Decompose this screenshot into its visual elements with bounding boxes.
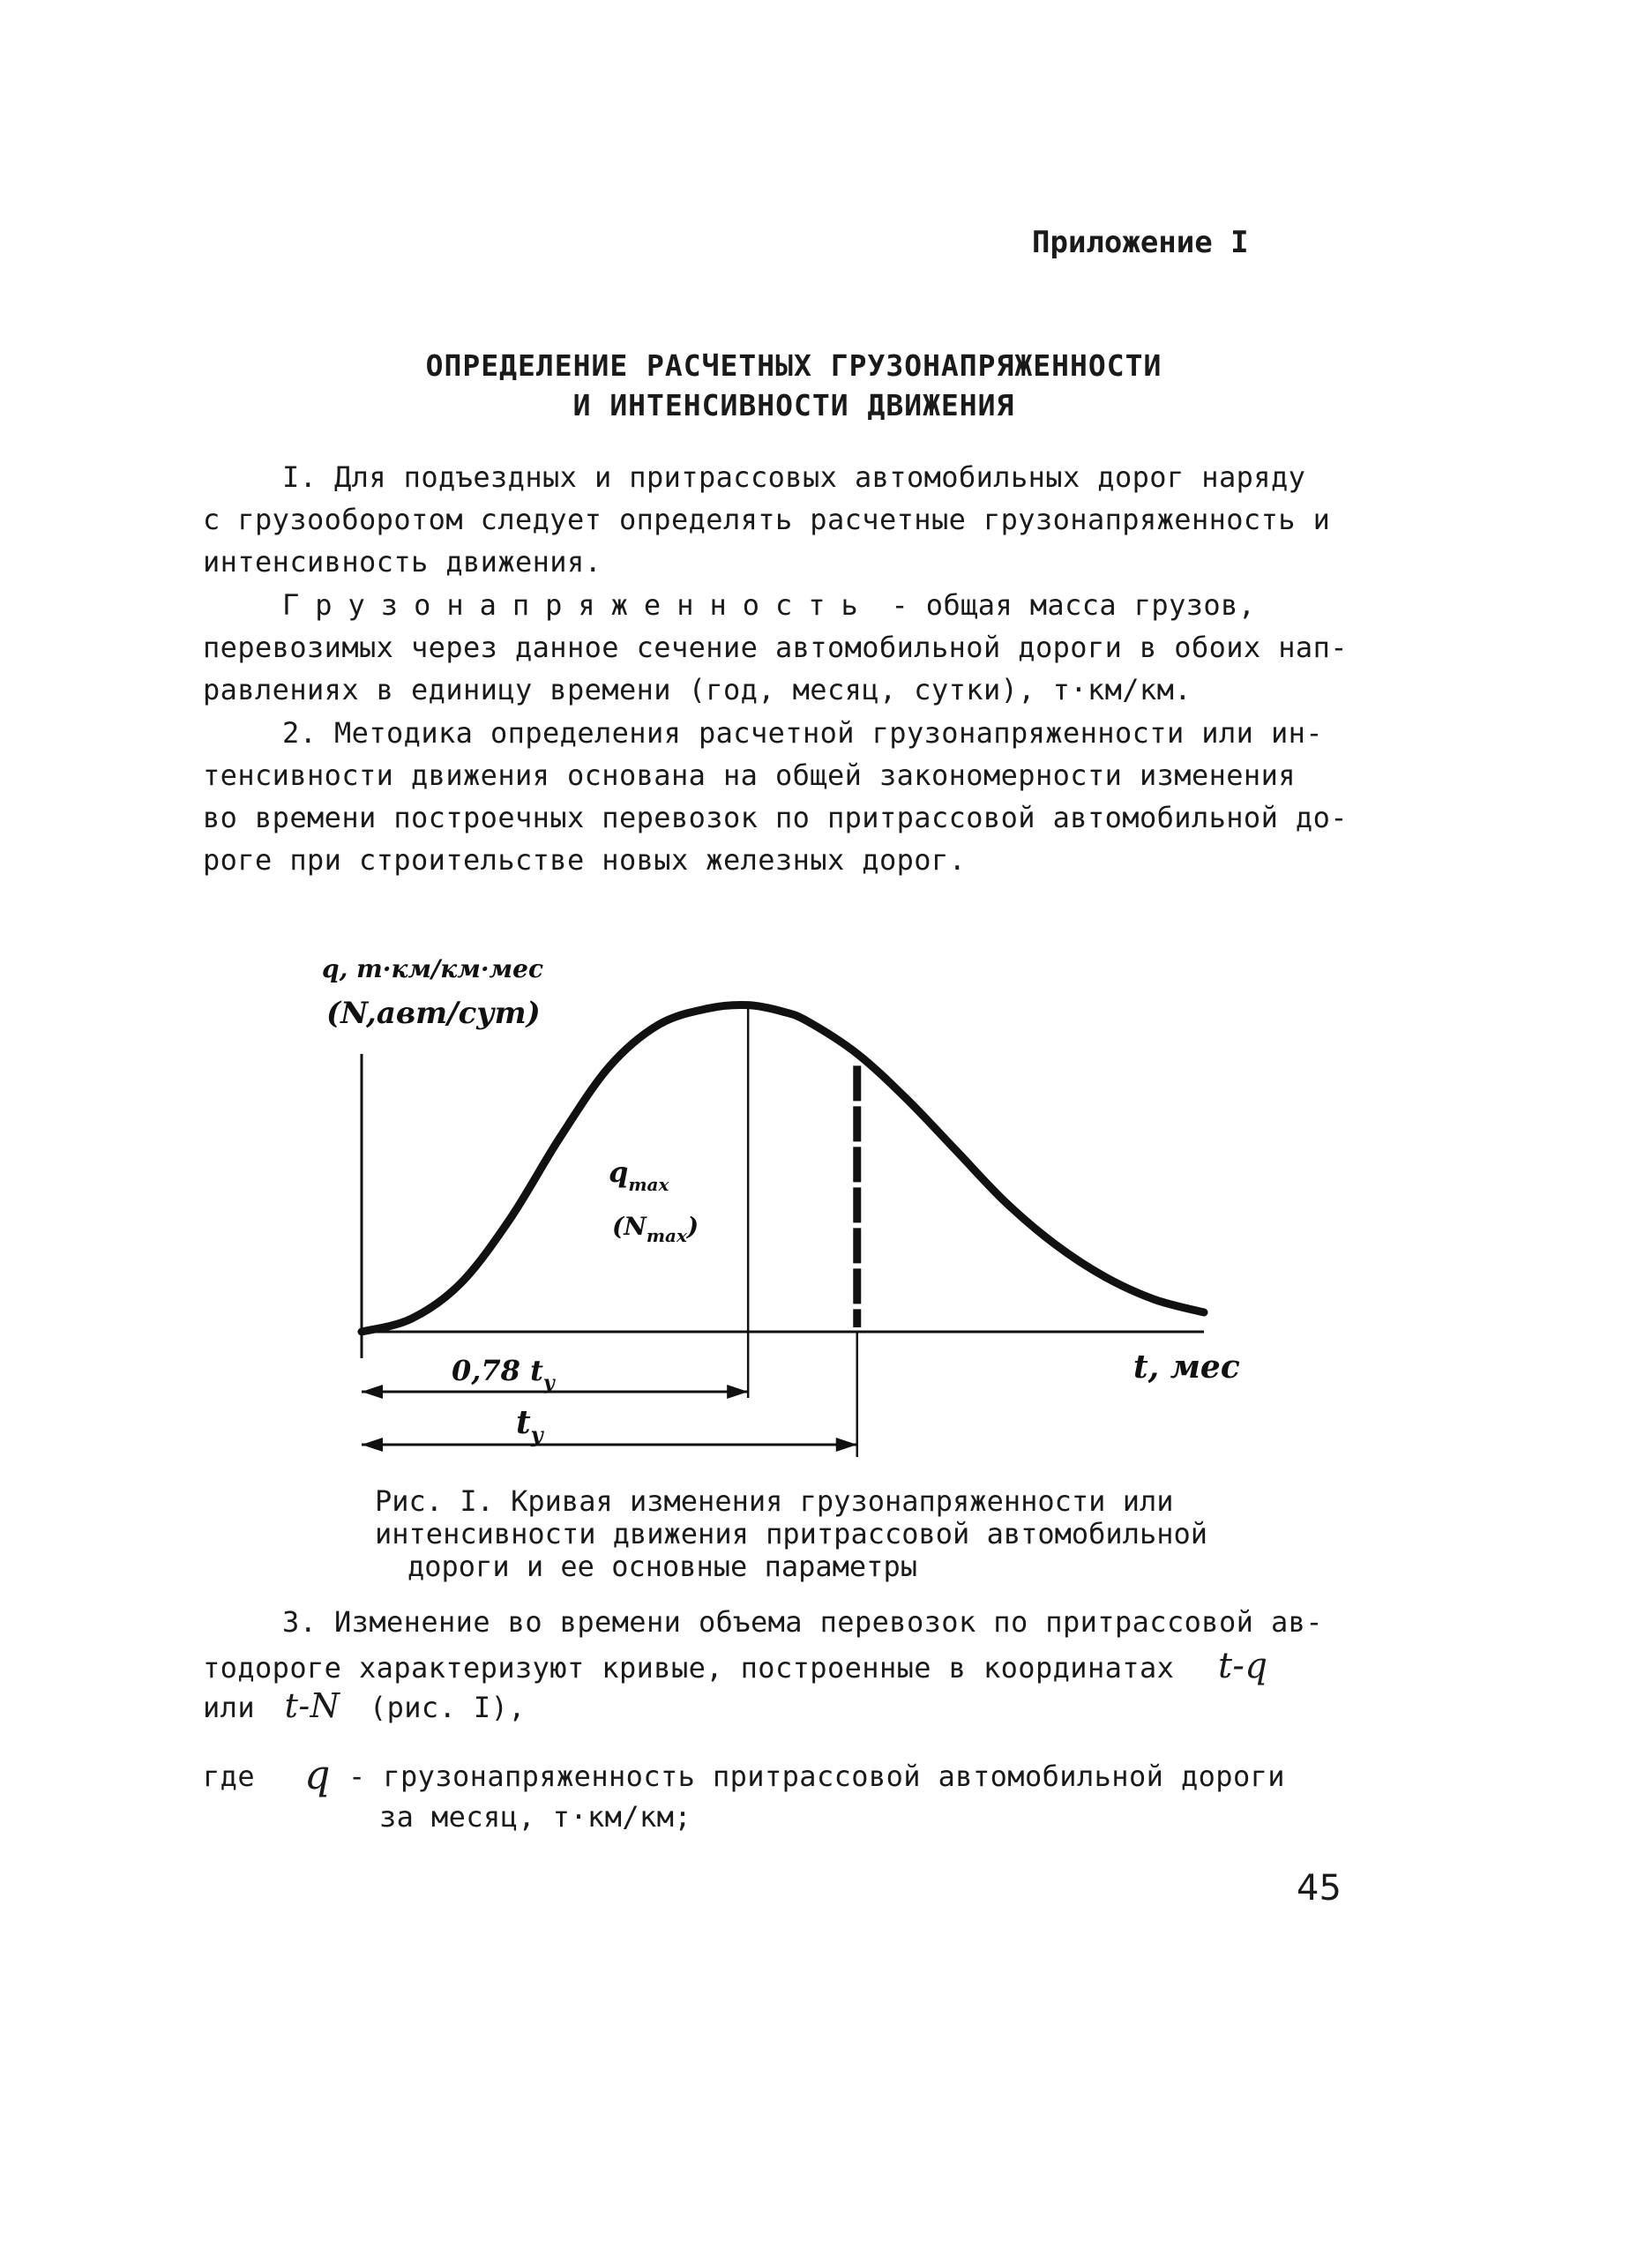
series-curve	[362, 1005, 1204, 1332]
where-definition: - грузонапряженность притрассовой автомобильной дороги	[348, 1760, 1285, 1793]
where-symbol: q	[304, 1751, 331, 1798]
appendix-label: Приложение I	[1032, 225, 1249, 260]
p3-line-2	[203, 1646, 1267, 1686]
qmax-label: $q_{max}$	[609, 1155, 669, 1195]
y-axis-label-2: (N,авт/сут)	[326, 996, 541, 1031]
p1-line-3: интенсивность движения.	[203, 545, 602, 579]
definition-rest: - общая масса грузов,	[873, 588, 1256, 622]
p3-line-3	[203, 1686, 526, 1725]
p2-line-4: роге при строительстве новых железных дорог.	[203, 843, 967, 877]
p3-line-1: 3. Изменение во времени объема перевозок по притрассовой ав-	[282, 1605, 1323, 1639]
peak-arrow-left	[362, 1385, 383, 1399]
definition-line-2: перевозимых через данное сечение автомобильной дороги в обоих нап-	[203, 631, 1348, 664]
chart-layer	[322, 954, 1240, 1457]
p1-line-2: с грузооборотом следует определять расчетные грузонапряженность и	[203, 503, 1331, 536]
x-axis-label: t, мес	[1133, 1349, 1240, 1386]
title-line-1: ОПРЕДЕЛЕНИЕ РАСЧЕТНЫХ ГРУЗОНАПРЯЖЕННОСТИ	[425, 348, 1162, 383]
nmax-label: $(N_{max})$	[612, 1212, 699, 1246]
where-word: где	[203, 1760, 255, 1793]
caption-line-2: интенсивности движения притрассовой автомобильной	[375, 1517, 1208, 1550]
y-axis-label-1: q, т·км/км·мес	[322, 954, 544, 983]
where-definition-2: за месяц, т·км/км;	[379, 1800, 691, 1834]
definition-term: Грузонапряженность	[282, 588, 874, 622]
definition-line-3: равлениях в единицу времени (год, месяц, сутки), т·км/км.	[203, 673, 1192, 706]
page-number: 45	[1297, 1868, 1342, 1909]
ty-arrow-right	[836, 1438, 857, 1452]
formula-t-n: t-N	[284, 1686, 340, 1725]
p3-line-2-text: тодороге характеризуют кривые, построенные в координатах	[203, 1651, 1175, 1685]
p3-line-3-post: (рис. I),	[369, 1691, 526, 1724]
p1-line-1: I. Для подъездных и притрассовых автомобильных дорог наряду	[282, 460, 1306, 494]
peak-arrow-right	[727, 1385, 748, 1399]
p2-line-1: 2. Методика определения расчетной грузонапряженности или ин-	[282, 716, 1323, 750]
p2-line-3: во времени построечных перевозок по притрассовой автомобильной до-	[203, 801, 1348, 834]
formula-t-q: t-q	[1217, 1646, 1268, 1686]
p3-line-3-pre: или	[203, 1691, 255, 1724]
caption-line-1: Рис. I. Кривая изменения грузонапряженности или	[375, 1484, 1174, 1518]
ty-arrow-left	[362, 1438, 383, 1452]
peak-dimension-label: 0,78 $t_у$	[452, 1354, 556, 1394]
title-line-2: И ИНТЕНСИВНОСТИ ДВИЖЕНИЯ	[572, 388, 1015, 422]
p2-line-2: тенсивности движения основана на общей закономерности изменения	[203, 758, 1296, 792]
ty-dimension-label: $t_у$	[516, 1404, 543, 1447]
caption-line-3: дороги и ее основные параметры	[407, 1550, 917, 1583]
